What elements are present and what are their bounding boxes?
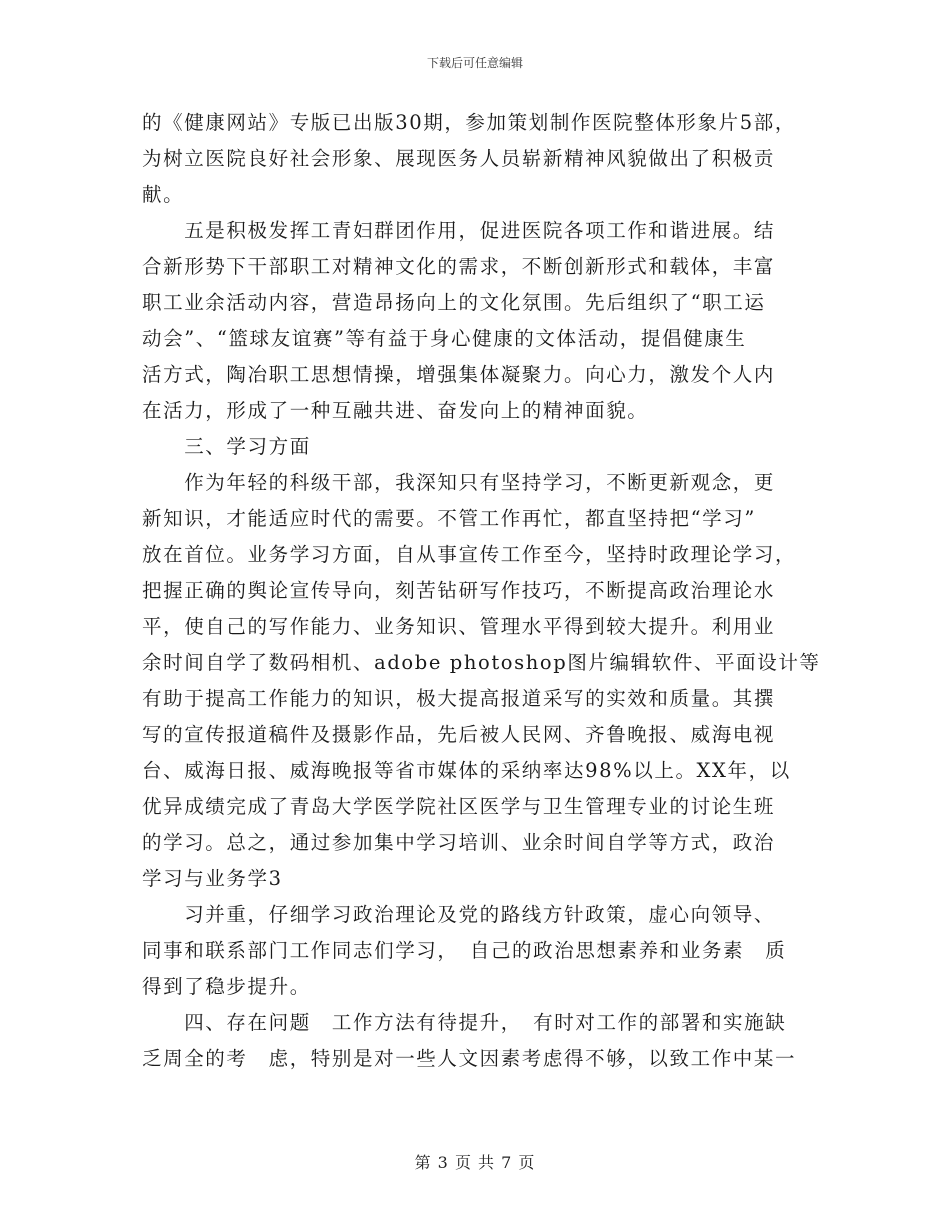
text-line: 为树立医院良好社会形象、展现医务人员崭新精神风貌做出了积极贡 xyxy=(142,147,776,170)
text-line: 职工业余活动内容，营造昂扬向上的文化氛围。先后组织了“职工运 xyxy=(142,291,766,314)
text-line: 同事和联系部门工作同志们学习， 自己的政治思想素养和业务素 质 xyxy=(142,939,787,962)
page-number: 第 3 页 共 7 页 xyxy=(414,1153,536,1172)
text-line: 得到了稳步提升。 xyxy=(142,975,311,998)
text-line: 在活力，形成了一种互融共进、奋发向上的精神面貌。 xyxy=(142,399,649,422)
text-line: 作为年轻的科级干部，我深知只有坚持学习，不断更新观念，更 xyxy=(142,471,776,494)
header-note: 下载后可任意编辑 xyxy=(426,56,523,70)
text-line: 乏周全的考 虑，特别是对一些人文因素考虑得不够，以致工作中某一 xyxy=(142,1047,797,1070)
text-line: 优异成绩完成了青岛大学医学院社区医学与卫生管理专业的讨论生班 xyxy=(142,795,776,818)
text-line: 有助于提高工作能力的知识，极大提高报道采写的实效和质量。其撰 xyxy=(142,687,776,710)
text-line: 习并重，仔细学习政治理论及党的路线方针政策，虚心向领导、 xyxy=(142,903,776,926)
text-line: 动会”、“篮球友谊赛”等有益于身心健康的文体活动，提倡健康生 xyxy=(142,327,747,350)
text-line: 的学习。总之，通过参加集中学习培训、业余时间自学等方式，政治 xyxy=(142,831,776,854)
section-heading: 三、学习方面 xyxy=(142,435,311,458)
text-line: 写的宣传报道稿件及摄影作品，先后被人民网、齐鲁晚报、威海电视 xyxy=(142,723,776,746)
text-line: 把握正确的舆论宣传导向，刻苦钻研写作技巧，不断提高政治理论水 xyxy=(142,579,776,602)
text-line: 台、威海日报、威海晚报等省市媒体的采纳率达98%以上。XX年，以 xyxy=(142,759,791,782)
text-line: 合新形势下干部职工对精神文化的需求，不断创新形式和载体，丰富 xyxy=(142,255,776,278)
text-line: 的《健康网站》专版已出版30期，参加策划制作医院整体形象片5部， xyxy=(142,111,796,134)
text-line: 放在首位。业务学习方面，自从事宣传工作至今，坚持时政理论学习， xyxy=(142,543,797,566)
text-line: 献。 xyxy=(142,183,185,206)
text-line: 新知识，才能适应时代的需要。不管工作再忙，都直坚持把“学习” xyxy=(142,507,756,530)
section-heading: 四、存在问题 工作方法有待提升， 有时对工作的部署和实施缺 xyxy=(142,1011,787,1034)
text-line: 五是积极发挥工青妇群团作用，促进医院各项工作和谐进展。结 xyxy=(142,219,776,242)
text-line: 平，使自己的写作能力、业务知识、管理水平得到较大提升。利用业 xyxy=(142,615,776,638)
text-line: 学习与业务学3 xyxy=(142,867,283,890)
text-line: 余时间自学了数码相机、adobe photoshop图片编辑软件、平面设计等 xyxy=(142,651,821,674)
text-line: 活方式，陶冶职工思想情操，增强集体凝聚力。向心力，激发个人内 xyxy=(142,363,776,386)
document-body xyxy=(142,105,821,1077)
